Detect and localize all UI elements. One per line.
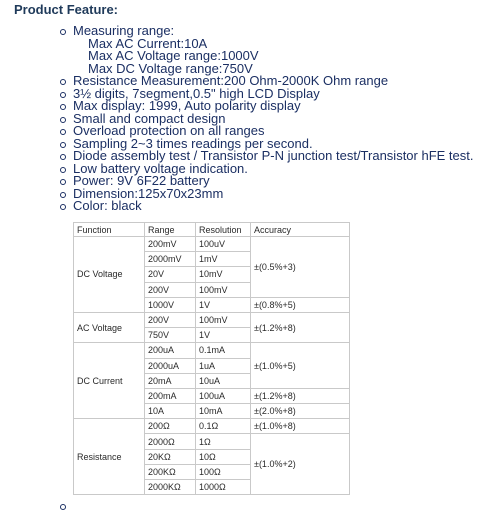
column-header-range: Range bbox=[145, 223, 196, 237]
feature-subline: Max AC Voltage range:1000V bbox=[88, 48, 259, 63]
range-cell: 200mA bbox=[145, 388, 196, 403]
range-cell: 200Ω bbox=[145, 419, 196, 434]
feature-title: Measuring range: bbox=[73, 23, 175, 38]
feature-item: 3½ digits, 7segment,0.5" high LCD Display bbox=[58, 88, 498, 101]
range-cell: 200V bbox=[145, 282, 196, 297]
function-cell: DC Voltage bbox=[74, 237, 145, 313]
range-cell: 2000KΩ bbox=[145, 480, 196, 495]
feature-item: Dimension:125x70x23mm bbox=[58, 188, 498, 201]
feature-item: Overload protection on all ranges bbox=[58, 125, 498, 138]
resolution-cell: 1mV bbox=[196, 252, 251, 267]
feature-item: Color: black bbox=[58, 200, 498, 213]
table-row bbox=[74, 237, 350, 252]
range-cell: 20KΩ bbox=[145, 449, 196, 464]
table-row bbox=[74, 343, 350, 358]
range-cell: 200KΩ bbox=[145, 464, 196, 479]
resolution-cell: 10mV bbox=[196, 267, 251, 282]
range-cell: 2000Ω bbox=[145, 434, 196, 449]
table-row bbox=[74, 312, 350, 327]
column-header-resolution: Resolution bbox=[196, 223, 251, 237]
accuracy-cell: ±(1.0%+2) bbox=[251, 434, 350, 495]
accuracy-cell: ±(1.0%+5) bbox=[251, 343, 350, 389]
resolution-cell: 100Ω bbox=[196, 464, 251, 479]
range-cell: 750V bbox=[145, 328, 196, 343]
accuracy-cell: ±(0.8%+5) bbox=[251, 297, 350, 312]
accuracy-cell: ±(1.2%+8) bbox=[251, 388, 350, 403]
range-cell: 20V bbox=[145, 267, 196, 282]
function-cell: Resistance bbox=[74, 419, 145, 495]
feature-item: Small and compact design bbox=[58, 113, 498, 126]
range-cell: 200mV bbox=[145, 237, 196, 252]
resolution-cell: 1uA bbox=[196, 358, 251, 373]
feature-item: Low battery voltage indication. bbox=[58, 163, 498, 176]
resolution-cell: 1Ω bbox=[196, 434, 251, 449]
feature-item: Power: 9V 6F22 battery bbox=[58, 175, 498, 188]
accuracy-cell: ±(1.0%+8) bbox=[251, 419, 350, 434]
resolution-cell: 100mV bbox=[196, 312, 251, 327]
resolution-cell: 10mA bbox=[196, 404, 251, 419]
range-cell: 200V bbox=[145, 312, 196, 327]
range-cell: 200uA bbox=[145, 343, 196, 358]
accuracy-cell: ±(1.2%+8) bbox=[251, 312, 350, 342]
resolution-cell: 10Ω bbox=[196, 449, 251, 464]
resolution-cell: 0.1mA bbox=[196, 343, 251, 358]
resolution-cell: 10uA bbox=[196, 373, 251, 388]
column-header-function: Function bbox=[74, 223, 145, 237]
column-header-accuracy: Accuracy bbox=[251, 223, 350, 237]
feature-item-measuring-range bbox=[58, 25, 498, 75]
range-cell: 1000V bbox=[145, 297, 196, 312]
accuracy-cell: ±(2.0%+8) bbox=[251, 404, 350, 419]
table-row bbox=[74, 419, 350, 434]
feature-item: Sampling 2~3 times readings per second. bbox=[58, 138, 498, 151]
feature-subline: Max DC Voltage range:750V bbox=[88, 60, 253, 76]
feature-item: Diode assembly test / Transistor P-N junction test/Transistor hFE test. bbox=[58, 150, 498, 163]
resolution-cell: 1V bbox=[196, 328, 251, 343]
range-cell: 2000mV bbox=[145, 252, 196, 267]
spec-table bbox=[73, 222, 350, 495]
function-cell: DC Current bbox=[74, 343, 145, 419]
resolution-cell: 1V bbox=[196, 297, 251, 312]
range-cell: 10A bbox=[145, 404, 196, 419]
resolution-cell: 100uA bbox=[196, 388, 251, 403]
empty-bullet-icon bbox=[60, 504, 66, 510]
range-cell: 2000uA bbox=[145, 358, 196, 373]
section-heading: Product Feature: bbox=[14, 2, 119, 17]
resolution-cell: 0.1Ω bbox=[196, 419, 251, 434]
feature-subline: Max AC Current:10A bbox=[88, 35, 208, 51]
resolution-cell: 100mV bbox=[196, 282, 251, 297]
function-cell: AC Voltage bbox=[74, 312, 145, 342]
range-cell: 20mA bbox=[145, 373, 196, 388]
feature-list bbox=[58, 25, 498, 213]
resolution-cell: 100uV bbox=[196, 237, 251, 252]
resolution-cell: 1000Ω bbox=[196, 480, 251, 495]
feature-item: Max display: 1999, Auto polarity display bbox=[58, 100, 498, 113]
feature-item: Resistance Measurement:200 Ohm-2000K Ohm range bbox=[58, 75, 498, 88]
accuracy-cell: ±(0.5%+3) bbox=[251, 237, 350, 298]
table-header-row bbox=[74, 223, 350, 237]
